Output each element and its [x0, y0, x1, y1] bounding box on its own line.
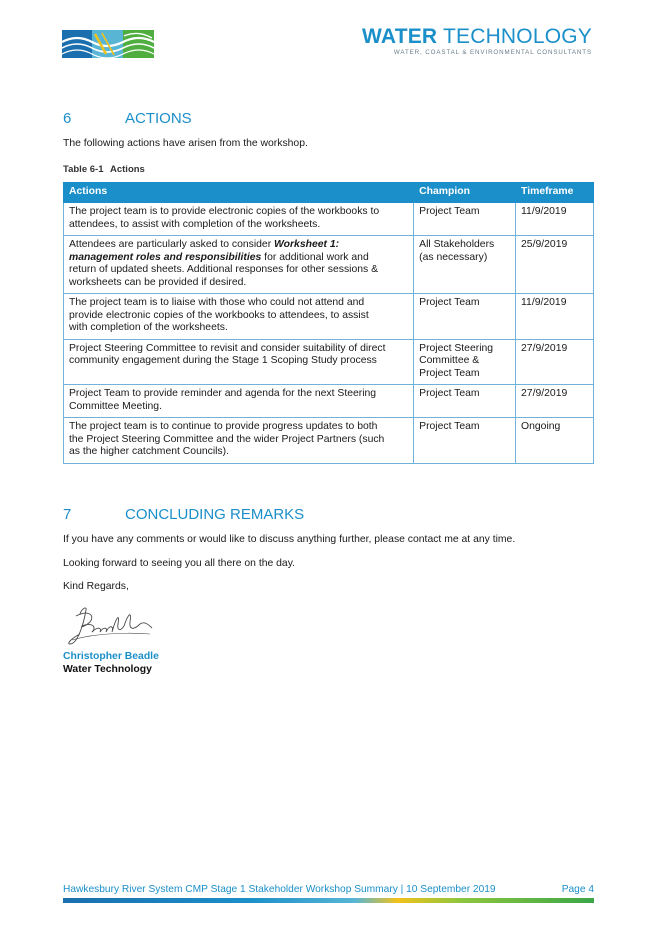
action-cell: Attendees are particularly asked to consider Worksheet 1: management roles and responsibilities for additional work and return of updated sheets. Additional responses for other sessions & worksheets can be provided if desired. [64, 236, 414, 294]
action-cell: Project Team to provide reminder and agenda for the next Steering Committee Meeting. [64, 385, 414, 418]
table-row [64, 339, 594, 385]
worksheet-emphasis: Worksheet 1: [274, 239, 340, 250]
column-header-actions: Actions [64, 183, 414, 203]
timeframe-cell: 25/9/2019 [516, 236, 594, 294]
actions-table [63, 182, 594, 464]
champion-cell: Project Team [414, 385, 516, 418]
timeframe-cell: 27/9/2019 [516, 339, 594, 385]
column-header-champion: Champion [414, 183, 516, 203]
remarks-paragraph-1: If you have any comments or would like to discuss anything further, please contact me at any time. [63, 534, 516, 545]
brand-tagline: WATER, COASTAL & ENVIRONMENTAL CONSULTANTS [393, 49, 592, 56]
actions-intro: The following actions have arisen from the workshop. [63, 138, 308, 149]
footer-page-number: Page 4 [561, 884, 594, 895]
action-cell: The project team is to liaise with those who could not attend and provide electronic copies of the workbooks to attendees, to assist with completion of the worksheets. [64, 294, 414, 340]
section-7-heading: 7 CONCLUDING REMARKS [63, 506, 305, 523]
water-technology-wave-logo-icon [62, 28, 154, 60]
footer-colour-bar [63, 898, 594, 903]
champion-cell: All Stakeholders (as necessary) [414, 236, 516, 294]
action-cell: The project team is to provide electronic copies of the workbooks to attendees, to assist with completion of the worksheets. [64, 203, 414, 236]
column-header-timeframe: Timeframe [516, 183, 594, 203]
signatory-organisation: Water Technology [63, 664, 152, 675]
champion-cell: Project Team [414, 294, 516, 340]
worksheet-emphasis: management roles and responsibilities [69, 251, 262, 263]
action-cell: Project Steering Committee to revisit and consider suitability of direct community engagement during the Stage 1 Scoping Study process [64, 339, 414, 385]
table-row [64, 203, 594, 236]
table-header-row [64, 183, 594, 203]
signatory-name: Christopher Beadle [63, 651, 159, 662]
timeframe-cell: 27/9/2019 [516, 385, 594, 418]
handwritten-signature-icon [62, 604, 154, 646]
timeframe-cell: 11/9/2019 [516, 294, 594, 340]
table-row [64, 418, 594, 464]
champion-cell: Project Steering Committee & Project Team [414, 339, 516, 385]
table-row [64, 294, 594, 340]
brand-name: WATER TECHNOLOGY [362, 25, 592, 48]
champion-cell: Project Team [414, 418, 516, 464]
timeframe-cell: Ongoing [516, 418, 594, 464]
remarks-paragraph-2: Looking forward to seeing you all there on the day. [63, 558, 296, 569]
brand-logo [362, 26, 592, 57]
table-row [64, 236, 594, 294]
closing-salutation: Kind Regards, [63, 581, 129, 592]
section-6-heading: 6 ACTIONS [63, 110, 192, 127]
footer-document-title: Hawkesbury River System CMP Stage 1 Stakeholder Workshop Summary | 10 September 2019 [63, 884, 496, 895]
timeframe-cell: 11/9/2019 [516, 203, 594, 236]
table-caption: Table 6-1 Actions [63, 164, 145, 175]
action-cell: The project team is to continue to provide progress updates to both the Project Steering Committee and the wider Project Partners (such as the higher catchment Councils). [64, 418, 414, 464]
champion-cell: Project Team [414, 203, 516, 236]
table-row [64, 385, 594, 418]
